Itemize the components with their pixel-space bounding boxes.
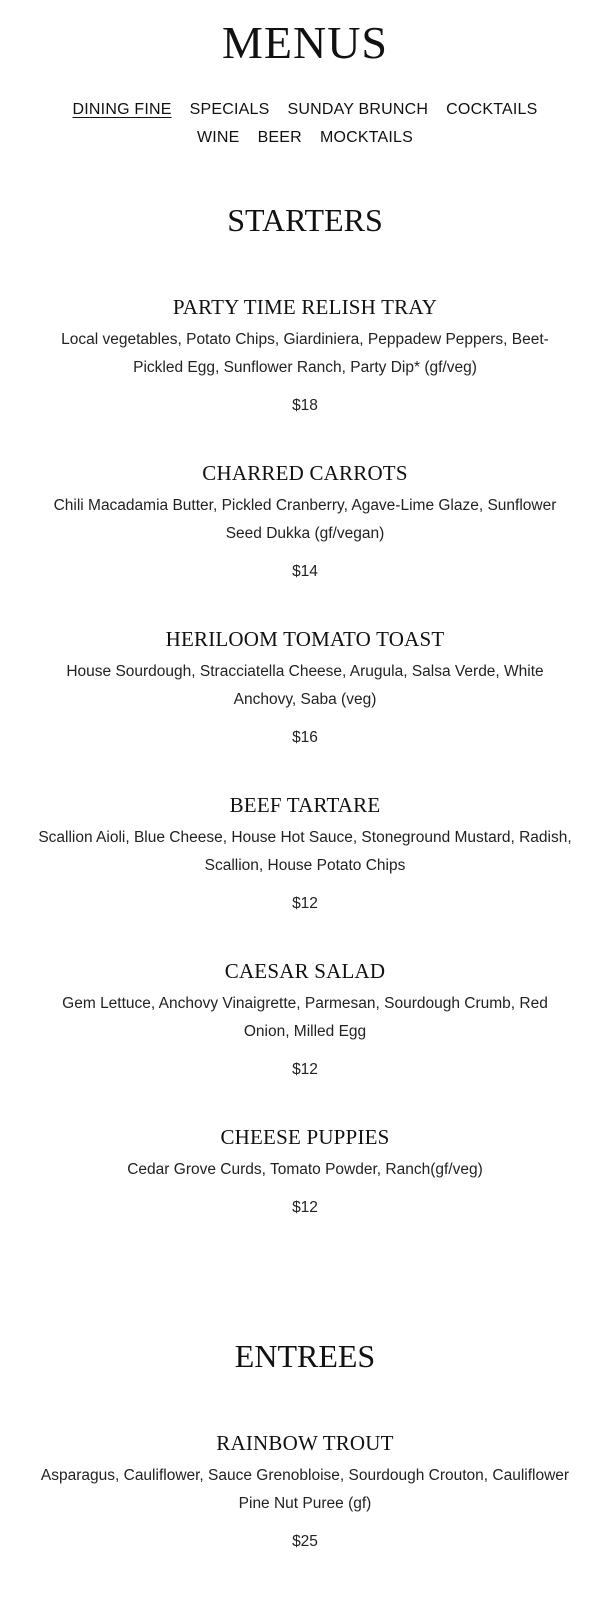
menu-item-description: Local vegetables, Potato Chips, Giardiniera, Peppadew Peppers, Beet-Pickled Egg, Sunflower Ranch, Party Dip* (gf/veg) (61, 331, 549, 376)
menu-item (0, 1430, 610, 1552)
menu-item-description: House Sourdough, Stracciatella Cheese, Arugula, Salsa Verde, White Anchovy, Saba (veg) (66, 663, 544, 708)
menu-item-price: $16 (292, 729, 318, 746)
menu-item (0, 460, 610, 582)
menu-category-nav (0, 100, 610, 148)
nav-link-dining-fine[interactable]: DINING FINE (72, 101, 172, 118)
section-title-entrees: ENTREES (234, 1338, 376, 1374)
menu-item-price: $12 (292, 895, 318, 912)
menu-item-name: CHARRED CARROTS (202, 461, 408, 485)
menu-item (0, 792, 610, 914)
menu-item-name: HERILOOM TOMATO TOAST (165, 627, 445, 651)
menu-item-name: PARTY TIME RELISH TRAY (172, 295, 438, 319)
menu-item-description: Scallion Aioli, Blue Cheese, House Hot Sauce, Stoneground Mustard, Radish, Scallion, House Potato Chips (38, 829, 572, 874)
nav-link-mocktails[interactable]: MOCKTAILS (319, 129, 414, 146)
menu-item-description: Gem Lettuce, Anchovy Vinaigrette, Parmesan, Sourdough Crumb, Red Onion, Milled Egg (62, 995, 548, 1040)
menu-item-name: CHEESE PUPPIES (220, 1125, 390, 1149)
menu-item-description: Cedar Grove Curds, Tomato Powder, Ranch(gf/veg) (127, 1161, 483, 1178)
menu-item-description: Chili Macadamia Butter, Pickled Cranberry, Agave-Lime Glaze, Sunflower Seed Dukka (gf/vegan) (53, 497, 557, 542)
menu-item (0, 294, 610, 416)
menu-item-price: $18 (292, 397, 318, 414)
menu-item-price: $14 (292, 563, 318, 580)
page-title: MENUS (221, 17, 389, 68)
nav-link-sunday-brunch[interactable]: SUNDAY BRUNCH (287, 101, 429, 118)
entrees-section (0, 1336, 610, 1552)
menu-item (0, 958, 610, 1080)
menu-item-name: BEEF TARTARE (229, 793, 381, 817)
nav-link-specials[interactable]: SPECIALS (189, 101, 270, 118)
menu-item (0, 626, 610, 748)
menu-item-description: Asparagus, Cauliflower, Sauce Grenobloise, Sourdough Crouton, Cauliflower Pine Nut Puree (gf) (40, 1467, 570, 1512)
menu-item-price: $25 (292, 1533, 318, 1550)
menu-item-name: RAINBOW TROUT (216, 1431, 394, 1455)
nav-link-wine[interactable]: WINE (196, 129, 240, 146)
section-title-starters: STARTERS (227, 202, 383, 238)
nav-link-cocktails[interactable]: COCKTAILS (446, 101, 538, 118)
nav-link-beer[interactable]: BEER (257, 129, 302, 146)
menu-item-name: CAESAR SALAD (224, 959, 386, 983)
menu-item-price: $12 (292, 1061, 318, 1078)
menu-item (0, 1124, 610, 1218)
menu-item-price: $12 (292, 1199, 318, 1216)
starters-section (0, 200, 610, 1218)
